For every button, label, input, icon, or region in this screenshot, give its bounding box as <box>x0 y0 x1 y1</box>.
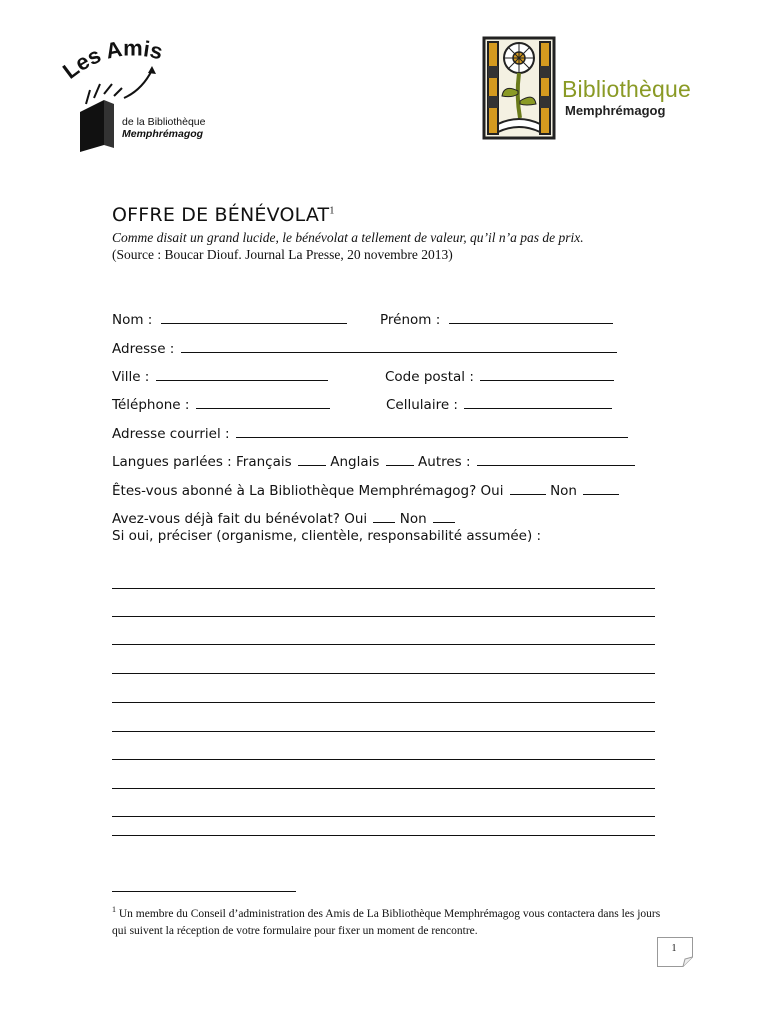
nom-field[interactable] <box>112 309 347 328</box>
answer-line[interactable] <box>112 673 655 674</box>
answer-line[interactable] <box>112 616 655 617</box>
answer-line[interactable] <box>112 731 655 732</box>
courriel-label: Adresse courriel : <box>112 426 230 442</box>
cellulaire-field[interactable] <box>386 394 612 413</box>
answer-line[interactable] <box>112 588 655 589</box>
abonne-label: Êtes-vous abonné à La Bibliothèque Memphrémagog? Oui <box>112 483 504 499</box>
logo-right-title: Bibliothèque <box>562 76 692 102</box>
stained-glass-flower-icon <box>480 36 558 140</box>
answer-line[interactable] <box>112 835 655 836</box>
telephone-field[interactable] <box>112 394 330 413</box>
page-number: 1 <box>671 943 677 954</box>
footnote-separator <box>112 891 296 892</box>
ville-label: Ville : <box>112 369 150 385</box>
code-postal-field[interactable] <box>385 366 614 385</box>
cellulaire-label: Cellulaire : <box>386 397 458 413</box>
deja-label: Avez-vous déjà fait du bénévolat? Oui <box>112 511 368 527</box>
logo-left-title: es Amis <box>70 40 166 77</box>
answer-line[interactable] <box>112 702 655 703</box>
nom-label: Nom : <box>112 312 153 328</box>
svg-text:Les Amis <box>62 40 165 84</box>
page-number-box <box>657 937 693 967</box>
les-amis-logo <box>62 40 222 155</box>
adresse-label: Adresse : <box>112 341 175 357</box>
answer-line[interactable] <box>112 788 655 789</box>
logo-left-line1: de la Bibliothèque <box>122 116 206 128</box>
code-postal-label: Code postal : <box>385 369 474 385</box>
langues-field[interactable] <box>112 451 635 470</box>
footnote <box>112 901 672 940</box>
deja-field[interactable] <box>112 508 455 527</box>
logo-left-line2: Memphrémagog <box>122 128 204 140</box>
answer-line[interactable] <box>112 644 655 645</box>
page-title: OFFRE DE BÉNÉVOLAT$^1$ <box>112 204 335 226</box>
abonne-non-label: Non <box>550 483 577 499</box>
prenom-label: Prénom : <box>380 312 441 328</box>
adresse-field[interactable] <box>112 338 617 357</box>
quote-source: (Source : Boucar Diouf. Journal La Presse, 20 novembre 2013) <box>112 247 453 262</box>
quote: Comme disait un grand lucide, le bénévolat a tellement de valeur, qu’il n’a pas de prix. <box>112 230 584 245</box>
bibliotheque-logo <box>480 36 720 140</box>
telephone-label: Téléphone : <box>112 397 190 413</box>
autres-label: Autres : <box>418 454 471 470</box>
preciser-label: Si oui, préciser (organisme, clientèle, responsabilité assumée) : <box>112 528 542 544</box>
prenom-field[interactable] <box>380 309 613 328</box>
title-footnote-marker: 1 <box>329 205 335 217</box>
logo-right-subtitle: Memphrémagog <box>565 103 666 118</box>
footnote-marker: 1 <box>112 905 116 914</box>
deja-non-label: Non <box>399 511 427 527</box>
abonne-field[interactable] <box>112 480 619 499</box>
answer-line[interactable] <box>112 816 655 817</box>
ville-field[interactable] <box>112 366 328 385</box>
footnote-text: Un membre du Conseil d’administration des Amis de La Bibliothèque Memphrémagog vous contactera dans les jours qui suivent la réception de votre formulaire pour fixer un moment de rencontre. <box>112 907 661 937</box>
anglais-label: Anglais <box>330 454 380 470</box>
courriel-field[interactable] <box>112 423 628 442</box>
langues-label: Langues parlées : Français <box>112 454 292 470</box>
answer-line[interactable] <box>112 759 655 760</box>
